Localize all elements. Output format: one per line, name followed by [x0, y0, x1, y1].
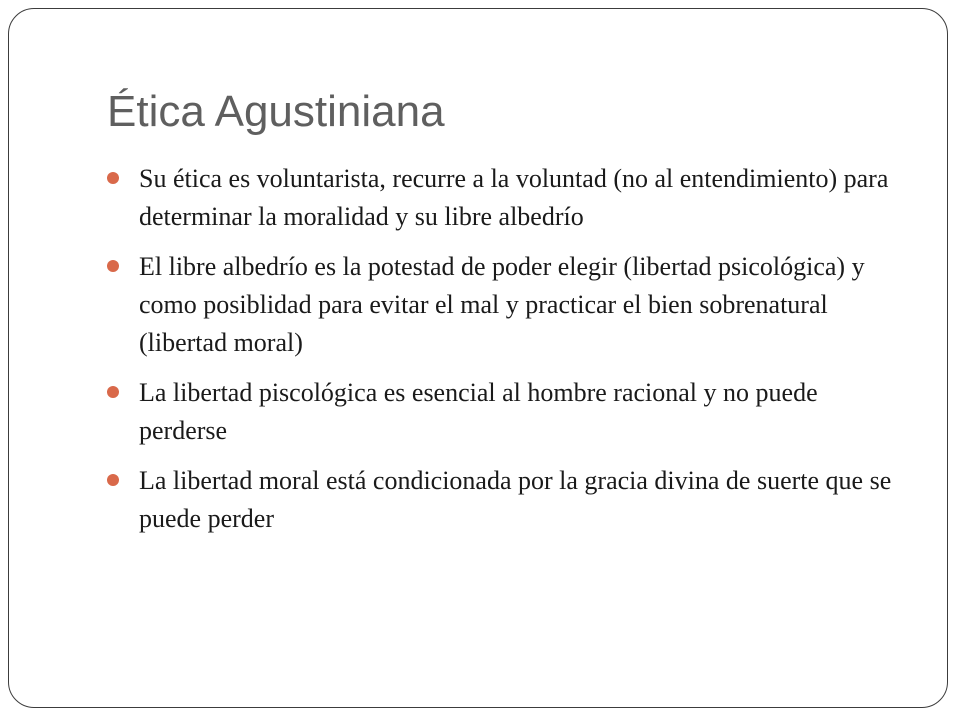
bullet-text: La libertad piscológica es esencial al hombre racional y no puede perderse — [139, 378, 818, 445]
bullet-dot-icon — [107, 386, 119, 398]
bullet-item — [107, 374, 897, 450]
bullet-text: Su ética es voluntarista, recurre a la voluntad (no al entendimiento) para determinar la moralidad y su libre albedrío — [139, 164, 889, 231]
bullet-dot-icon — [107, 260, 119, 272]
slide-title: Ética Agustiniana — [107, 87, 445, 136]
bullet-list — [107, 160, 897, 550]
bullet-item — [107, 160, 897, 236]
bullet-text: La libertad moral está condicionada por la gracia divina de suerte que se puede perder — [139, 466, 892, 533]
bullet-dot-icon — [107, 474, 119, 486]
bullet-item — [107, 462, 897, 538]
bullet-dot-icon — [107, 172, 119, 184]
bullet-item — [107, 248, 897, 362]
bullet-text: El libre albedrío es la potestad de poder elegir (libertad psicológica) y como posiblidad para evitar el mal y practicar el bien sobrenatural (libertad moral) — [139, 252, 865, 357]
